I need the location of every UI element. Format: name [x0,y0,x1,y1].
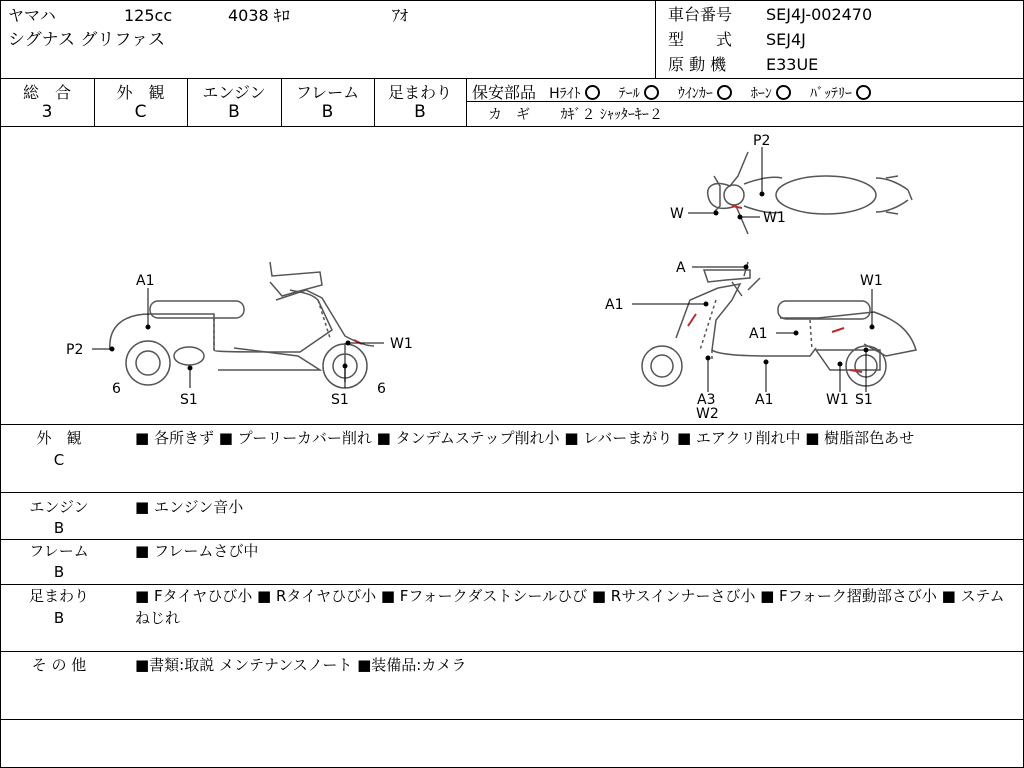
grade-label: 総 合 [22,83,71,102]
safety-item [678,83,732,103]
section-label: そ の 他 [31,656,87,674]
diagram-label: A1 [755,392,774,408]
grade-value: 3 [41,102,53,122]
diagram-label: 6 [112,381,121,397]
section-grade: B [53,609,65,627]
diagram-label: S1 [331,392,349,408]
diagram-label: A [676,260,686,276]
section-rule [0,492,1024,493]
type-label: 型 式 [668,30,733,49]
diagram-label: A1 [136,273,155,289]
diagram-label: W1 [826,392,849,408]
grade-divider [466,78,467,126]
damage-diagram [0,127,1024,424]
grade-value: B [321,102,334,122]
safety-item [619,83,659,103]
ok-circle-icon [856,85,871,100]
diagram-label: W [670,206,684,222]
diagram-label: A1 [749,326,768,342]
section-rule [0,651,1024,652]
type-value: SEJ4J [766,30,806,49]
header-divider [655,0,656,78]
section-grade: B [53,563,65,581]
section-label: 外 観 [36,429,82,447]
safety-item-label: ﾊﾞｯﾃﾘｰ [810,86,853,102]
grade-value: B [228,102,240,122]
diagram-label: W1 [763,210,786,226]
safety-item-label: ﾎｰﾝ [750,86,772,102]
safety-item-label: ﾃｰﾙ [618,86,640,102]
mileage: 4038 ｷﾛ [228,6,290,25]
header-block [0,0,1024,78]
grade-label: 外 観 [116,83,165,102]
ok-circle-icon [717,85,732,100]
diagram-label: 6 [377,381,386,397]
key-label: カ ギ [488,107,530,123]
header-rule [0,78,1024,79]
ok-circle-icon [776,85,791,100]
diagram-label: P2 [753,133,771,149]
section-grade: C [53,451,65,469]
safety-label: 保安部品 [472,83,537,102]
grade-value: B [414,102,426,122]
safety-item-label: ｳｲﾝｶｰ [677,86,713,102]
engine-model-label: 原 動 機 [668,55,727,74]
frame-number-label: 車台番号 [668,5,733,24]
diagram-label: A3 [697,392,716,408]
displacement: 125cc [124,6,173,25]
safety-item-label: Hﾗｲﾄ [549,86,581,102]
grade-label: 足まわり [387,83,452,102]
diagram-label: W2 [696,406,719,422]
maker: ヤマハ [8,6,56,25]
diagram-label: S1 [855,392,873,408]
diagram-label: W1 [860,273,883,289]
key-row [488,104,663,124]
section-text: ■書類:取説 メンテナンスノート ■装備品:カメラ [135,656,467,674]
ok-circle-icon [644,85,659,100]
model-name: シグナス グリファス [8,30,166,50]
diagram-label: P2 [66,342,84,358]
ok-circle-icon [585,85,600,100]
frame-number: SEJ4J-002470 [766,5,873,24]
section-rule [0,719,1024,720]
section-grade: B [53,519,65,537]
diagram-label: W1 [390,336,413,352]
grade-label: フレーム [295,83,360,102]
section-text: ■ Fタイヤひび小 ■ Rタイヤひび小 ■ Fフォークダストシールひび ■ Rサスインナーさび小 ■ Fフォーク摺動部さび小 ■ ステムねじれ [135,587,1005,627]
section-text: ■ 各所きず ■ プーリーカバー削れ ■ タンデムステップ削れ小 ■ レバーまがり ■ エアクリ削れ中 ■ 樹脂部色あせ [135,429,915,447]
safety-parts [472,80,885,103]
safety-item [810,83,871,103]
section-label: 足まわり [28,587,89,605]
color: ｱｵ [392,6,409,25]
diagram-label: A1 [605,297,624,313]
scooter-top-view-icon [708,152,912,234]
key-value: ｶｷﾞ２ ｼｬｯﾀｰｷｰ２ [560,107,663,123]
section-text: ■ エンジン音小 [135,498,244,516]
section-text: ■ フレームさび中 [135,542,259,560]
safety-item [549,83,600,103]
engine-model-value: E33UE [766,55,819,74]
safety-item [751,83,791,103]
grade-label: エンジン [202,83,266,102]
grade-value: C [134,102,147,122]
diagram-label: S1 [180,392,198,408]
diagram-rule [0,424,1024,425]
section-label: フレーム [29,542,89,560]
section-label: エンジン [29,498,89,516]
